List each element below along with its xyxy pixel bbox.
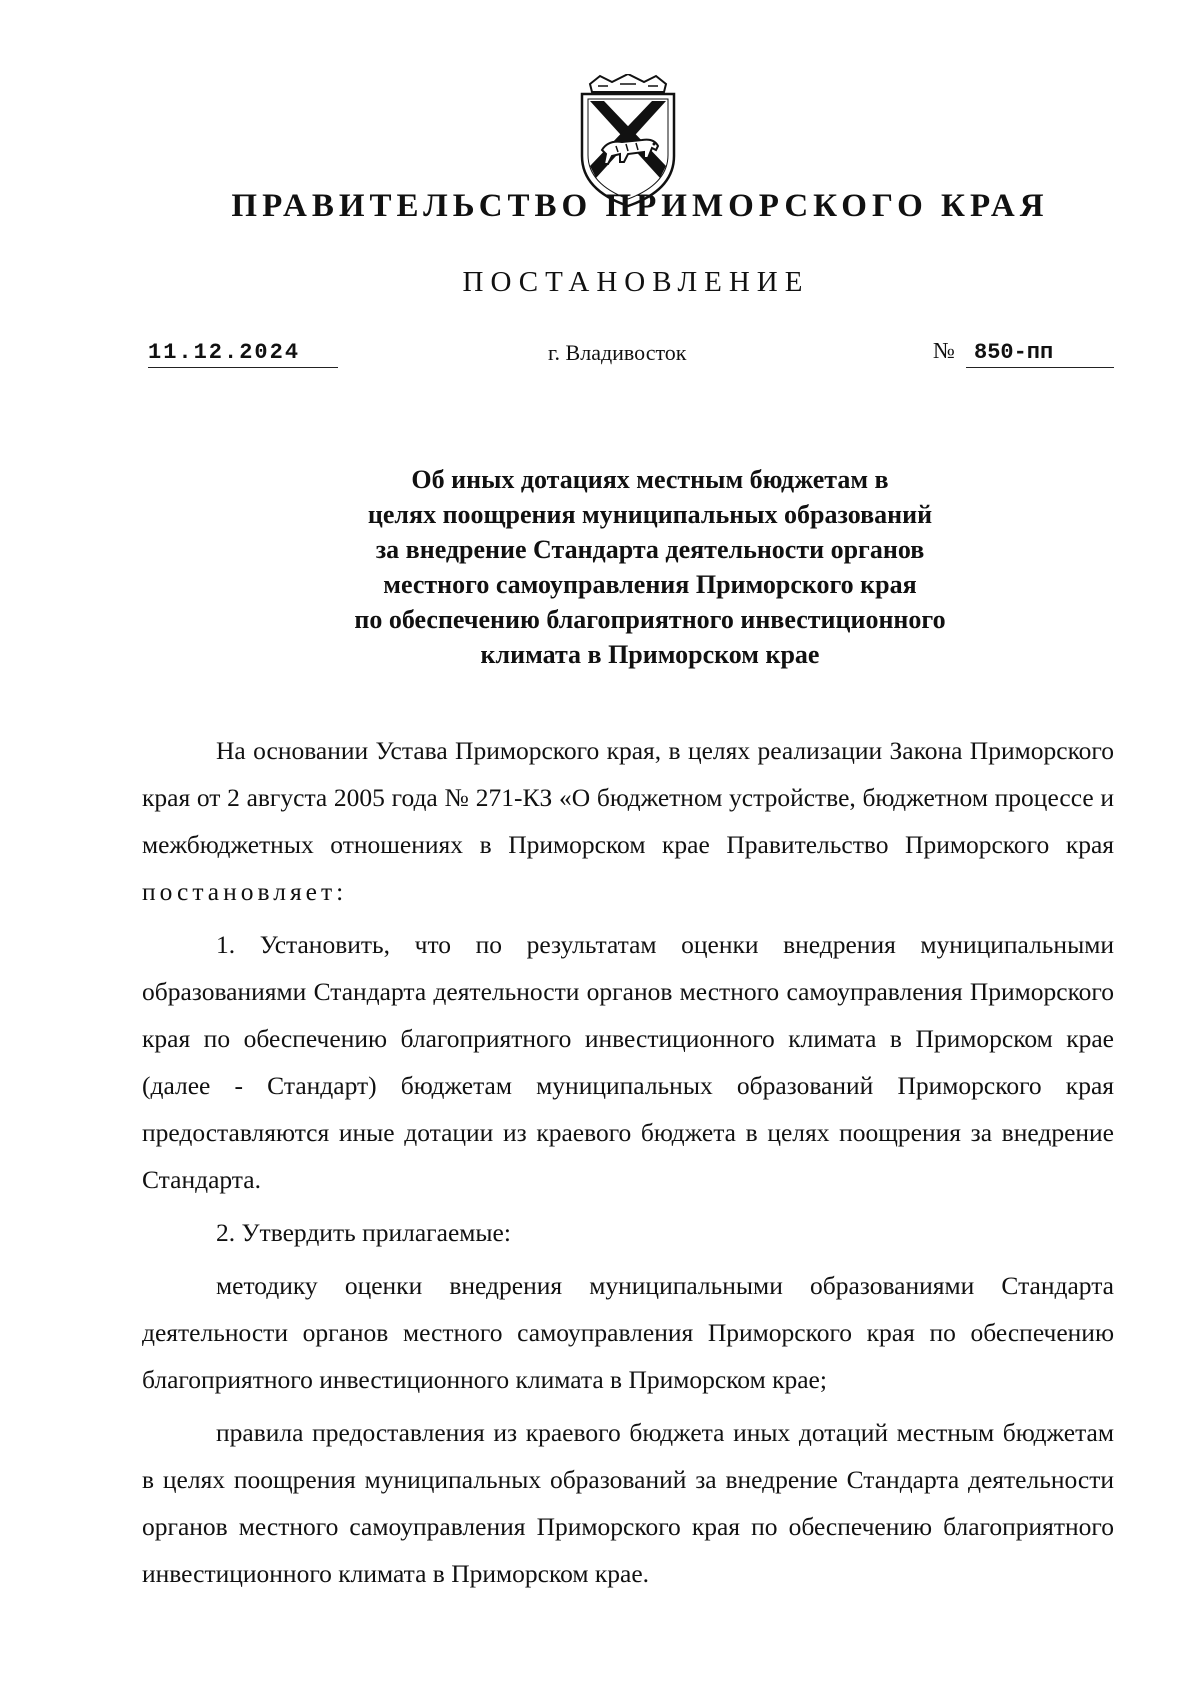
- number-sign: №: [933, 338, 955, 363]
- item-2a-paragraph: методику оценки внедрения муниципальными образованиями Стандарта деятельности органов местного самоуправления Приморского края по обеспечению благоприятного инвестиционного климата в Приморском крае;: [142, 1271, 1114, 1394]
- item-1-paragraph: 1. Установить, что по результатам оценки внедрения муниципальными образованиями Стандарта деятельности органов местного самоуправления Приморского края по обеспечению благоприятного инвестиционного климата в Приморском крае (далее - Стандарт) бюджетам муниципальных образований Приморского края предоставляются иные дотации из краевого бюджета в целях поощрения за внедрение Стандарта.: [142, 930, 1114, 1194]
- document-city: г. Владивосток: [548, 340, 687, 365]
- subject-line: за внедрение Стандарта деятельности органов: [375, 535, 925, 564]
- subject-line: климата в Приморском крае: [480, 640, 820, 669]
- preamble-paragraph: [142, 727, 1114, 915]
- subject-line: по обеспечению благоприятного инвестиционного: [354, 605, 946, 634]
- subject-line: Об иных дотациях местным бюджетам в: [411, 465, 889, 494]
- document-number: 850-пп: [966, 340, 1114, 368]
- item-2-paragraph: 2. Утвердить прилагаемые:: [216, 1218, 511, 1247]
- item-2b-paragraph: правила предоставления из краевого бюджета иных дотаций местным бюджетам в целях поощрения муниципальных образований за внедрение Стандарта деятельности органов местного самоуправления Приморского края по обеспечению благоприятного инвестиционного климата в Приморском крае.: [142, 1418, 1114, 1588]
- government-title: ПРАВИТЕЛЬСТВО ПРИМОРСКОГО КРАЯ: [231, 188, 1049, 224]
- document-type: ПОСТАНОВЛЕНИЕ: [462, 266, 810, 298]
- document-subject: [200, 462, 1100, 672]
- subject-line: целях поощрения муниципальных образований: [367, 500, 933, 529]
- preamble-verb: постановляет:: [142, 877, 348, 906]
- subject-line: местного самоуправления Приморского края: [383, 570, 917, 599]
- preamble-text: На основании Устава Приморского края, в целях реализации Закона Приморского края от 2 августа 2005 года № 271-КЗ «О бюджетном устройстве, бюджетном процессе и межбюджетных отношениях в Приморском крае Правительство Приморского края: [142, 736, 1114, 859]
- document-body: [142, 727, 1114, 1597]
- document-date: 11.12.2024: [148, 340, 338, 368]
